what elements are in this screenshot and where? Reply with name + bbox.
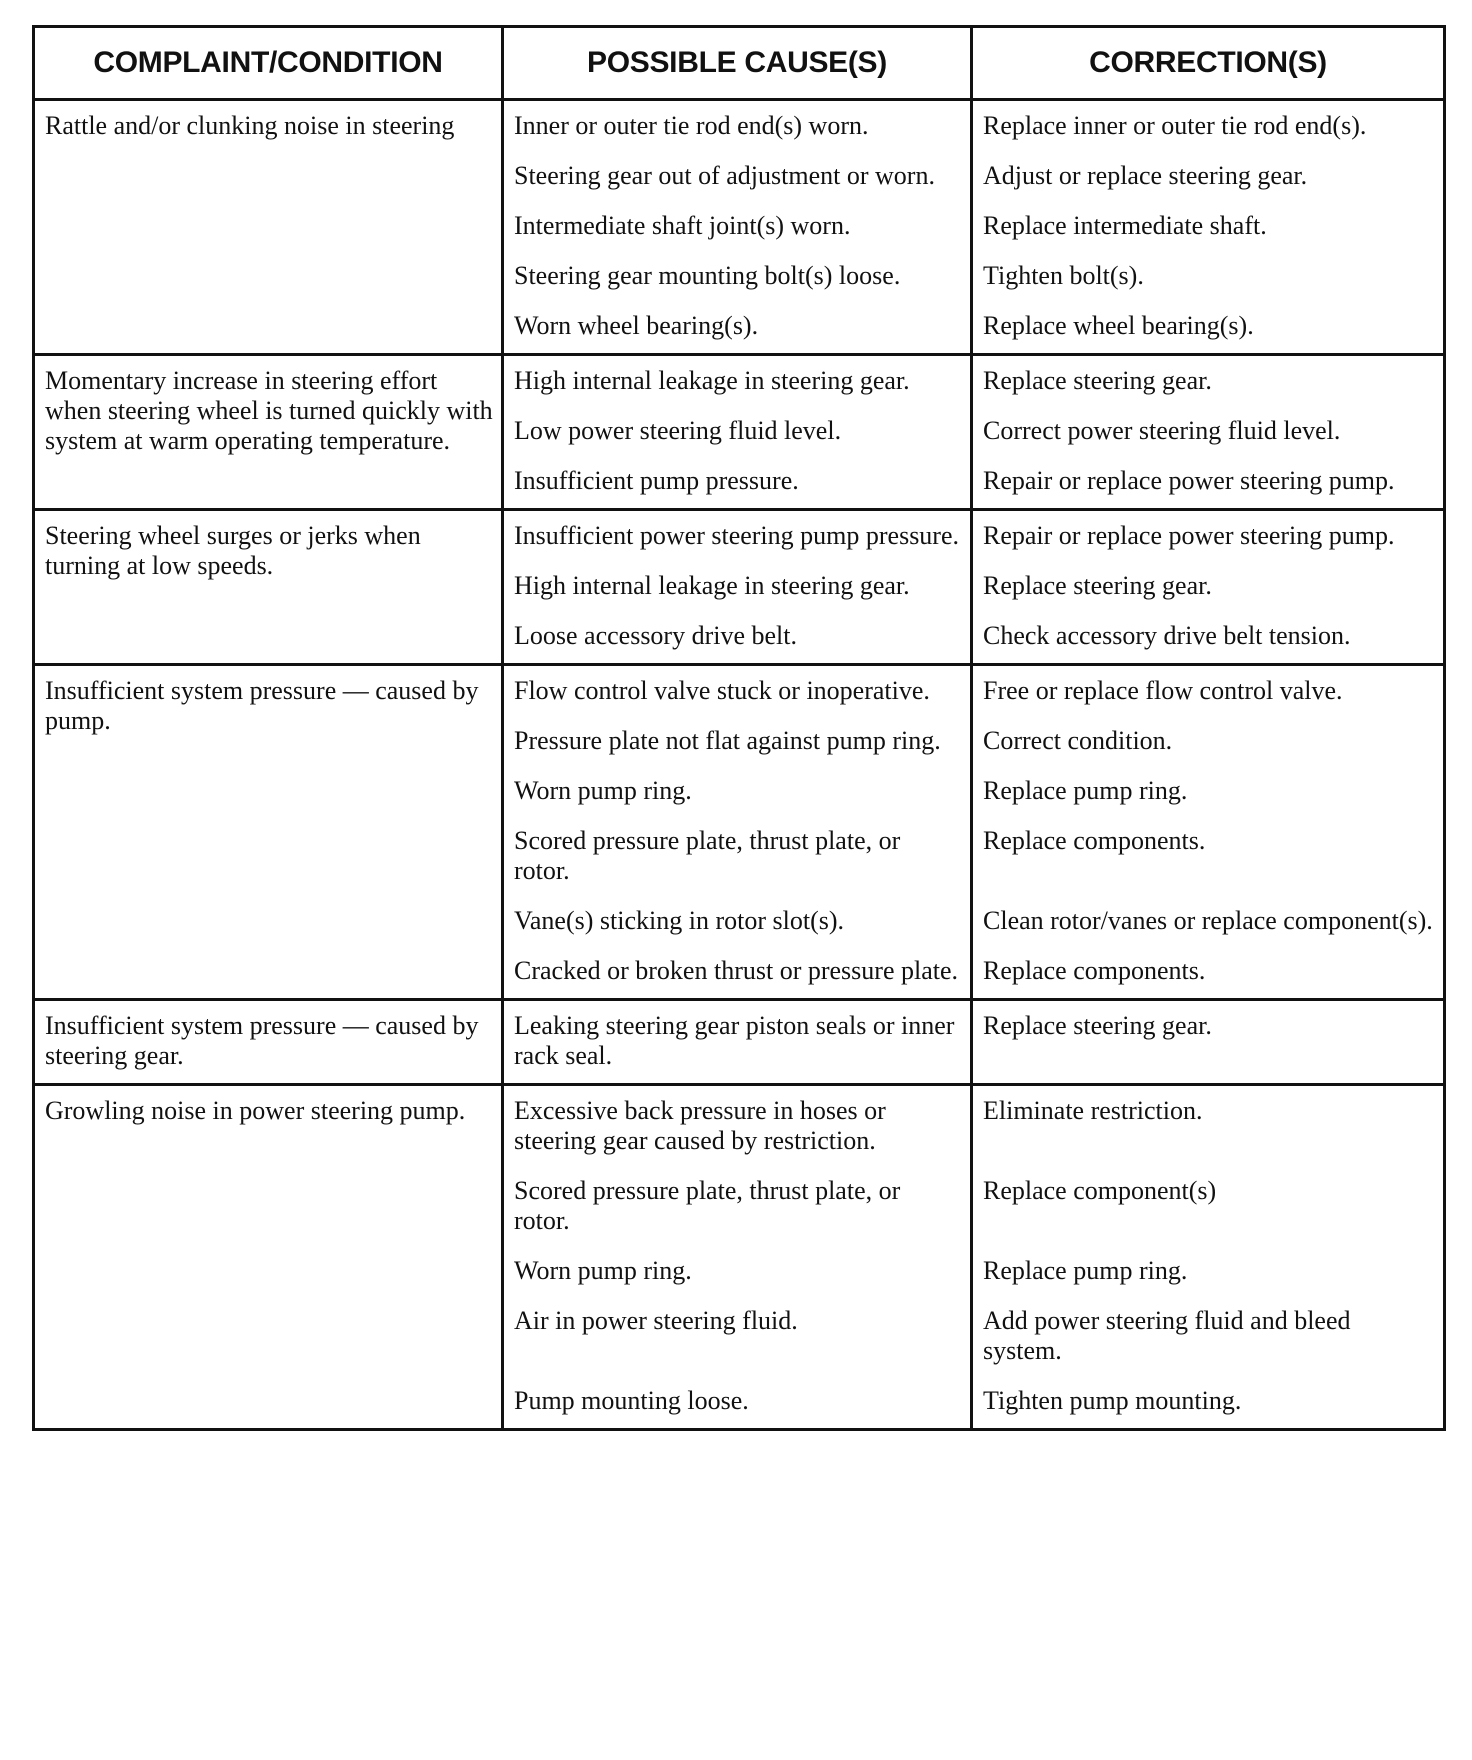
cause-text: Leaking steering gear piston seals or inner rack seal. <box>514 1011 955 1070</box>
correction-cell <box>972 355 1445 397</box>
correction-cell <box>972 100 1445 142</box>
condition-cell <box>34 665 503 1000</box>
cause-text: Steering gear mounting bolt(s) loose. <box>514 261 901 290</box>
cause-cell <box>503 396 972 446</box>
correction-text: Repair or replace power steering pump. <box>983 466 1395 495</box>
correction-text: Replace component(s) <box>983 1176 1217 1205</box>
correction-cell <box>972 1000 1445 1085</box>
condition-text: Rattle and/or clunking noise in steering <box>45 111 455 140</box>
condition-cell <box>34 1085 503 1430</box>
table-row <box>34 510 1445 552</box>
correction-cell <box>972 291 1445 355</box>
table-row <box>34 665 1445 707</box>
cause-text: Insufficient power steering pump pressure. <box>514 521 960 550</box>
cause-cell <box>503 936 972 1000</box>
correction-text: Repair or replace power steering pump. <box>983 521 1395 550</box>
correction-text: Replace wheel bearing(s). <box>983 311 1254 340</box>
correction-cell <box>972 706 1445 756</box>
correction-text: Check accessory drive belt tension. <box>983 621 1351 650</box>
cause-text: Inner or outer tie rod end(s) worn. <box>514 111 869 140</box>
table-row <box>34 100 1445 142</box>
correction-text: Replace pump ring. <box>983 776 1188 805</box>
cause-cell <box>503 291 972 355</box>
table-row <box>34 1085 1445 1157</box>
cause-text: Worn pump ring. <box>514 1256 692 1285</box>
correction-text: Correct condition. <box>983 726 1173 755</box>
correction-text: Adjust or replace steering gear. <box>983 161 1308 190</box>
cause-cell <box>503 1366 972 1430</box>
condition-cell <box>34 510 503 665</box>
cause-cell <box>503 510 972 552</box>
cause-cell <box>503 886 972 936</box>
correction-cell <box>972 1366 1445 1430</box>
condition-cell <box>34 1000 503 1085</box>
table-body <box>34 100 1445 1430</box>
cause-text: Pump mounting loose. <box>514 1386 749 1415</box>
condition-cell <box>34 355 503 510</box>
table-row <box>34 1000 1445 1085</box>
cause-cell <box>503 100 972 142</box>
cause-cell <box>503 355 972 397</box>
condition-text: Steering wheel surges or jerks when turning at low speeds. <box>45 521 421 580</box>
cause-text: Scored pressure plate, thrust plate, or rotor. <box>514 826 901 885</box>
cause-cell <box>503 665 972 707</box>
cause-cell <box>503 141 972 191</box>
diagnosis-table <box>32 25 1446 1431</box>
correction-text: Add power steering fluid and bleed system. <box>983 1306 1351 1365</box>
correction-text: Tighten pump mounting. <box>983 1386 1242 1415</box>
cause-cell <box>503 446 972 510</box>
cause-cell <box>503 706 972 756</box>
cause-text: Cracked or broken thrust or pressure plate. <box>514 956 959 985</box>
cause-text: Intermediate shaft joint(s) worn. <box>514 211 851 240</box>
table-row <box>34 355 1445 397</box>
cause-text: Worn pump ring. <box>514 776 692 805</box>
cause-text: Worn wheel bearing(s). <box>514 311 759 340</box>
condition-cell <box>34 100 503 355</box>
correction-text: Replace pump ring. <box>983 1256 1188 1285</box>
correction-cell <box>972 665 1445 707</box>
correction-cell <box>972 396 1445 446</box>
correction-text: Correct power steering fluid level. <box>983 416 1341 445</box>
condition-text: Insufficient system pressure — caused by pump. <box>45 676 479 735</box>
cause-cell <box>503 1156 972 1236</box>
correction-cell <box>972 1236 1445 1286</box>
correction-text: Eliminate restriction. <box>983 1096 1203 1125</box>
cause-text: Vane(s) sticking in rotor slot(s). <box>514 906 845 935</box>
cause-text: Scored pressure plate, thrust plate, or rotor. <box>514 1176 901 1235</box>
condition-text: Momentary increase in steering effort when steering wheel is turned quickly with system at warm operating temperature. <box>45 366 493 455</box>
header-possible-causes: POSSIBLE CAUSE(S) <box>503 27 972 100</box>
cause-cell <box>503 601 972 665</box>
correction-cell <box>972 551 1445 601</box>
cause-text: High internal leakage in steering gear. <box>514 366 910 395</box>
cause-text: Low power steering fluid level. <box>514 416 842 445</box>
cause-cell <box>503 1236 972 1286</box>
correction-cell <box>972 191 1445 241</box>
correction-cell <box>972 446 1445 510</box>
cause-cell <box>503 191 972 241</box>
header-row <box>34 27 1445 100</box>
cause-text: Steering gear out of adjustment or worn. <box>514 161 935 190</box>
cause-cell <box>503 1085 972 1157</box>
cause-text: Excessive back pressure in hoses or steering gear caused by restriction. <box>514 1096 886 1155</box>
correction-cell <box>972 1156 1445 1236</box>
correction-text: Replace steering gear. <box>983 366 1212 395</box>
header-complaint-condition: COMPLAINT/CONDITION <box>34 27 503 100</box>
correction-cell <box>972 510 1445 552</box>
correction-cell <box>972 141 1445 191</box>
correction-text: Replace steering gear. <box>983 571 1212 600</box>
correction-text: Free or replace flow control valve. <box>983 676 1343 705</box>
condition-text: Growling noise in power steering pump. <box>45 1096 466 1125</box>
header-corrections: CORRECTION(S) <box>972 27 1445 100</box>
cause-text: Flow control valve stuck or inoperative. <box>514 676 930 705</box>
cause-cell <box>503 756 972 806</box>
condition-text: Insufficient system pressure — caused by steering gear. <box>45 1011 479 1070</box>
cause-text: Pressure plate not flat against pump ring. <box>514 726 941 755</box>
cause-cell <box>503 1286 972 1366</box>
correction-text: Clean rotor/vanes or replace component(s). <box>983 906 1433 935</box>
cause-text: Loose accessory drive belt. <box>514 621 798 650</box>
correction-cell <box>972 936 1445 1000</box>
correction-cell <box>972 1085 1445 1157</box>
correction-text: Replace inner or outer tie rod end(s). <box>983 111 1367 140</box>
correction-cell <box>972 886 1445 936</box>
correction-cell <box>972 756 1445 806</box>
correction-cell <box>972 806 1445 886</box>
correction-text: Tighten bolt(s). <box>983 261 1144 290</box>
cause-cell <box>503 241 972 291</box>
correction-cell <box>972 601 1445 665</box>
correction-text: Replace steering gear. <box>983 1011 1212 1040</box>
correction-cell <box>972 1286 1445 1366</box>
cause-cell <box>503 1000 972 1085</box>
cause-text: Insufficient pump pressure. <box>514 466 799 495</box>
cause-text: High internal leakage in steering gear. <box>514 571 910 600</box>
correction-text: Replace components. <box>983 956 1206 985</box>
correction-text: Replace components. <box>983 826 1206 855</box>
cause-cell <box>503 551 972 601</box>
correction-text: Replace intermediate shaft. <box>983 211 1267 240</box>
cause-cell <box>503 806 972 886</box>
cause-text: Air in power steering fluid. <box>514 1306 798 1335</box>
correction-cell <box>972 241 1445 291</box>
table-header <box>34 27 1445 100</box>
